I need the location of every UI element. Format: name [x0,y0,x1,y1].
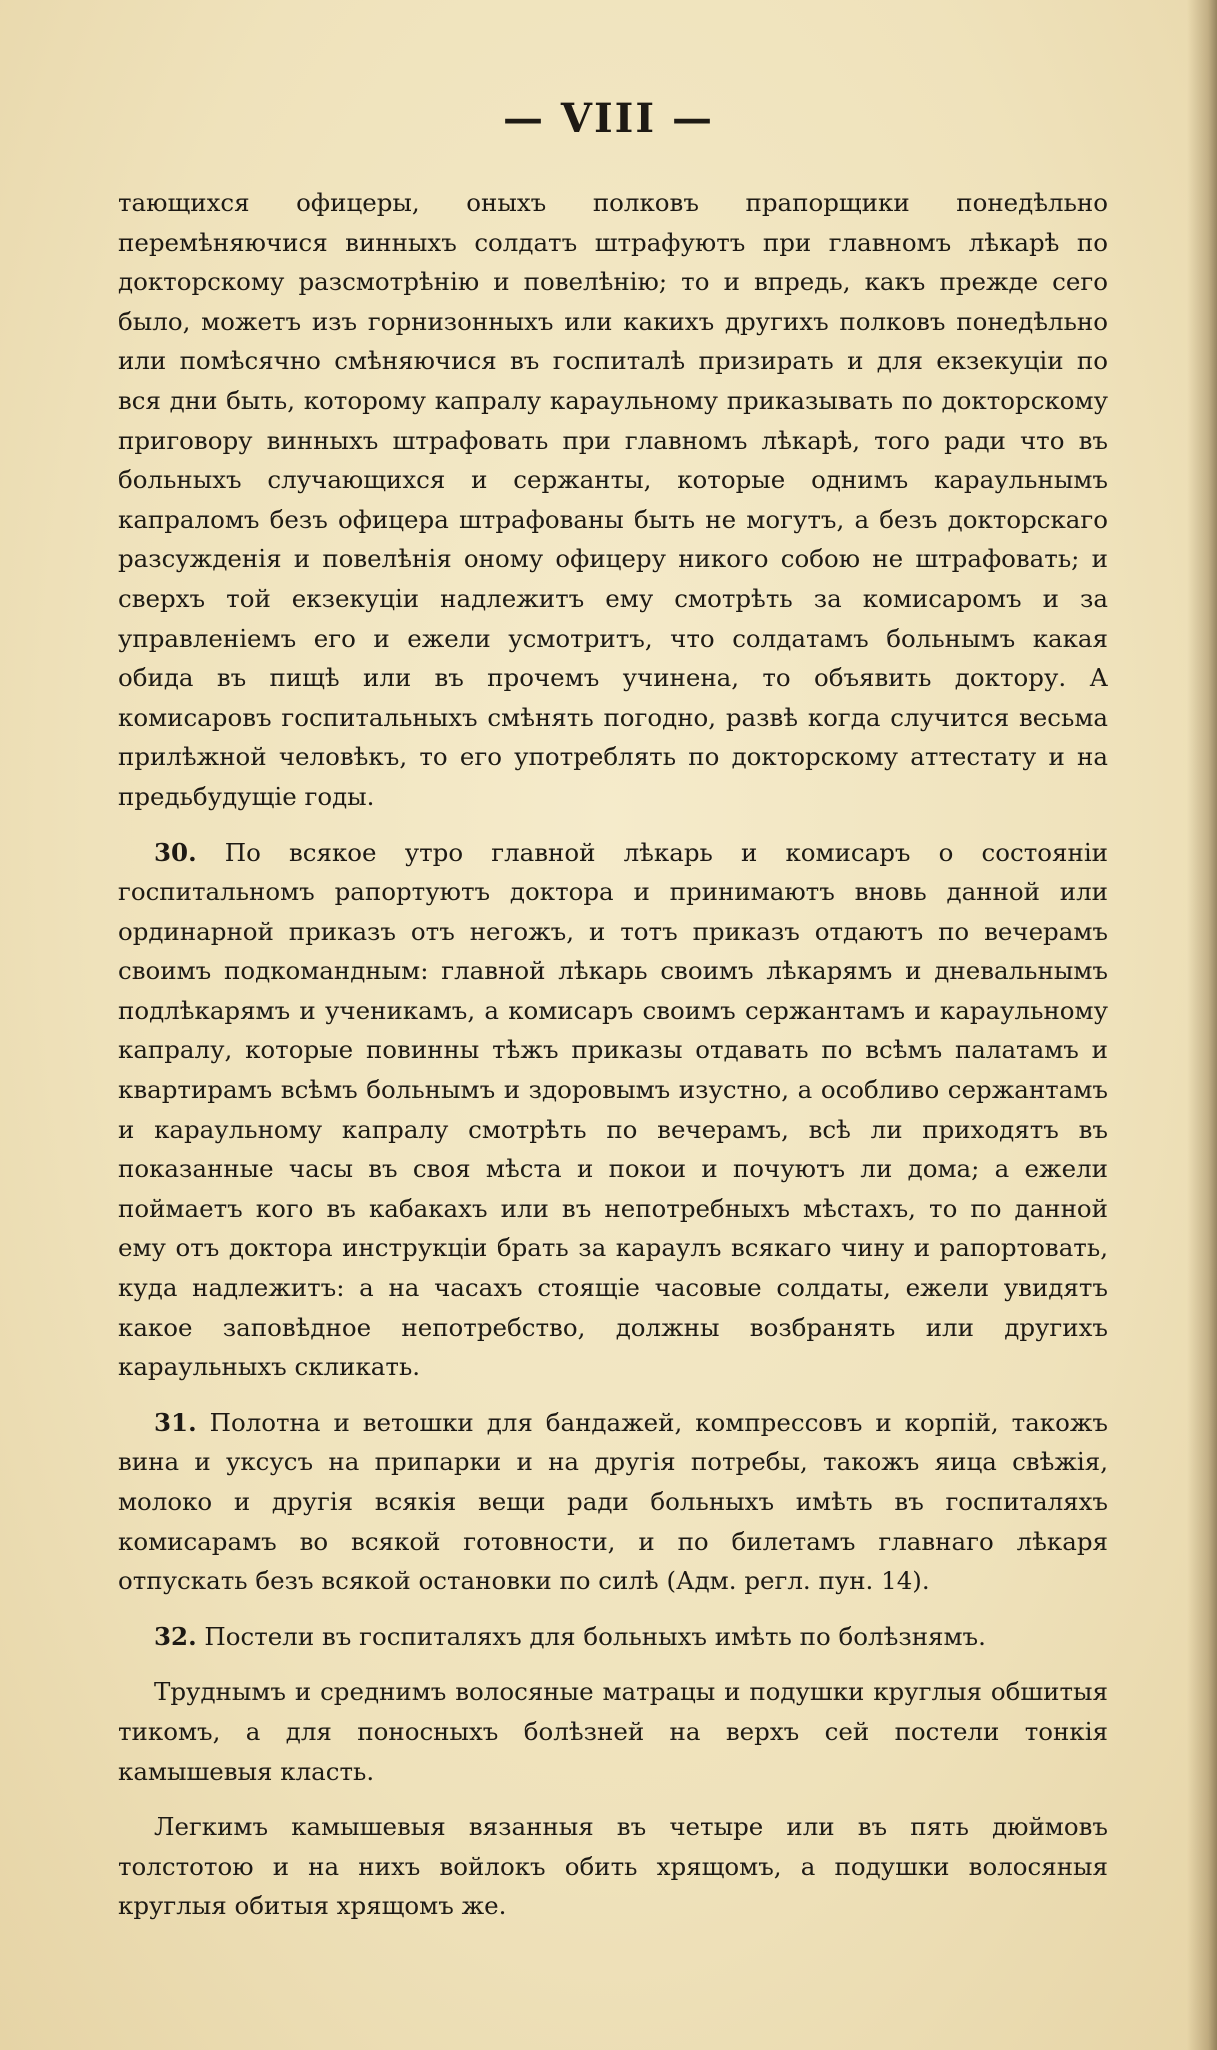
paragraph-bedding-light [118,1807,1108,1926]
paragraph-number: 32. [154,1621,197,1651]
paragraph-text: Постели въ госпиталяхъ для больныхъ имѣть по болѣзнямъ. [196,1621,986,1651]
paragraph-text: Легкимъ камышевыя вязанныя въ четыре или въ пять дюймовъ толстотою и на нихъ войлокъ обить хрящомъ, а подушки волосяныя круглыя обитыя хрящомъ же. [118,1812,1108,1921]
paragraph-continuation [118,183,1108,817]
paragraph-text: тающихся офицеры, оныхъ полковъ прапорщики понедѣльно перемѣняючися винныхъ солдатъ штрафуютъ при главномъ лѣкарѣ по докторскому разсмотрѣнію и повелѣнію; то и впредь, какъ прежде сего было, можетъ изъ горнизонныхъ или какихъ другихъ полковъ понедѣльно или помѣсячно смѣняючися въ госпиталѣ призирать и для екзекуціи по вся дни быть, которому капралу караульному приказывать по докторскому приговору винныхъ штрафовать при главномъ лѣкарѣ, того ради что въ больныхъ случающихся и сержанты, которые однимъ караульнымъ капраломъ безъ офицера штрафованы быть не могутъ, а безъ докторскаго разсужденія и повелѣнія оному офицеру никого собою не штрафовать; и сверхъ той екзекуціи надлежитъ ему смотрѣть за комисаромъ и за управленіемъ его и ежели усмотритъ, что солдатамъ больнымъ какая обида въ пищѣ или въ прочемъ учинена, то объявить доктору. А комисаровъ госпитальныхъ смѣнять погодно, развѣ когда случится весьма прилѣжной человѣкъ, то его употреблять по докторскому аттестату и на предьбудущіе годы. [118,188,1108,811]
paragraph-text: По всякое утро главной лѣкарь и комисаръ о состояніи госпитальномъ рапортуютъ доктора и принимаютъ вновь данной или ординарной приказъ отъ негожъ, и тотъ приказъ отдаютъ по вечерамъ своимъ подкомандным: главной лѣкарь своимъ лѣкарямъ и дневальнымъ подлѣкарямъ и ученикамъ, а комисаръ своимъ сержантамъ и караульному капралу, которые повинны тѣжъ приказы отдавать по всѣмъ палатамъ и квартирамъ всѣмъ больнымъ и здоровымъ изустно, а особливо сержантамъ и караульному капралу смотрѣть по вечерамъ, всѣ ли приходятъ въ показанные часы въ своя мѣста и покои и почуютъ ли дома; а ежели поймаетъ кого въ кабакахъ или въ непотребныхъ мѣстахъ, то по данной ему отъ доктора инструкціи брать за караулъ всякаго чину и рапортовать, куда надлежитъ: а на часахъ стоящіе часовые солдаты, ежели увидятъ какое заповѣдное непотребство, должны возбранять или другихъ караульныхъ скликать. [118,837,1108,1382]
paragraph-bedding-serious [118,1672,1108,1791]
paragraph-number: 31. [154,1407,197,1437]
page-body [118,183,1108,1942]
page-number-header: — VIII — [502,95,715,142]
book-spine-shadow [1187,0,1217,2050]
paragraph-number: 30. [154,837,197,867]
paragraph-text: Полотна и ветошки для бандажей, компрессовъ и корпій, такожъ вина и уксусъ на припарки и на другія потребы, такожъ яица свѣжія, молоко и другія всякія вещи ради больныхъ имѣть въ госпиталяхъ комисарамъ во всякой готовности, и по билетамъ главнаго лѣкаря отпускать безъ всякой остановки по силѣ (Адм. регл. пун. 14). [118,1407,1108,1596]
paragraph-32 [118,1617,1108,1657]
paragraph-31 [118,1403,1108,1601]
paragraph-text: Труднымъ и среднимъ волосяные матрацы и подушки круглыя обшитыя тикомъ, а для поносныхъ болѣзней на верхъ сей постели тонкія камышевыя класть. [118,1677,1108,1786]
paragraph-30 [118,833,1108,1387]
